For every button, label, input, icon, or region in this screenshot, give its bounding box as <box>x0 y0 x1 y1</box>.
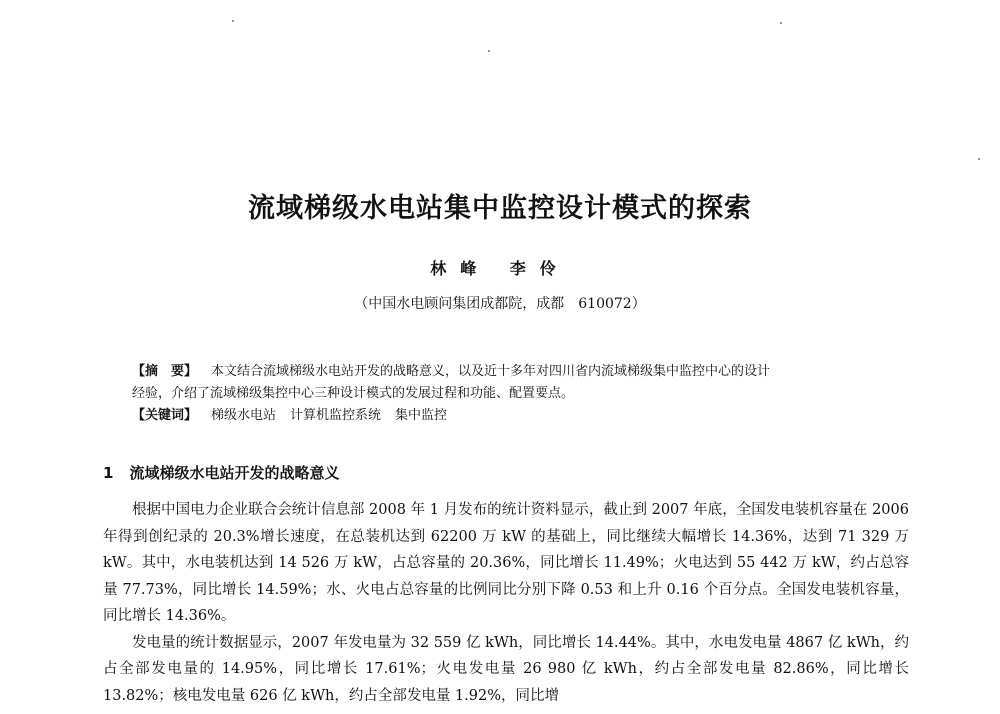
scan-speck <box>488 50 490 52</box>
section-title: 流域梯级水电站开发的战略意义 <box>129 464 340 482</box>
abstract-line-1 <box>132 361 882 383</box>
keyword: 集中监控 <box>395 408 448 423</box>
scan-speck <box>232 20 234 22</box>
body-paragraph: 发电量的统计数据显示，2007 年发电量为 32 559 亿 kWh，同比增长 14.44%。其中，水电发电量 4867 亿 kWh，约占全部发电量的 14.95%，同比增长 17.61%；火电发电量 26 980 亿 kWh，约占全部发电量 82.86%，同比增长 13.82%；核电发电量 626 亿 kWh，约占全部发电量 1.92%，同比增 <box>103 634 909 704</box>
keywords-label: 【关键词】 <box>132 408 198 423</box>
abstract-block <box>132 361 882 427</box>
author-affiliation: （中国水电顾问集团成都院，成都 610072） <box>354 296 646 312</box>
abstract-label: 【摘 要】 <box>132 364 198 379</box>
paper-title: 流域梯级水电站集中监控设计模式的探索 <box>248 193 752 224</box>
keywords-line <box>132 405 882 427</box>
keyword: 计算机监控系统 <box>290 408 382 423</box>
scan-speck <box>780 22 782 24</box>
section-number: 1 <box>103 464 114 482</box>
body-text <box>103 497 909 709</box>
abstract-text-line-2: 经验，介绍了流域梯级集控中心三种设计模式的发展过程和功能、配置要点。 <box>132 386 575 401</box>
paper-authors: 林峰 李伶 <box>430 259 570 278</box>
keyword: 梯级水电站 <box>211 408 277 423</box>
abstract-text-line-1: 本文结合流域梯级水电站开发的战略意义，以及近十多年对四川省内流域梯级集中监控中心的设计 <box>211 364 771 379</box>
abstract-line-2 <box>132 383 882 405</box>
scan-speck <box>978 158 980 160</box>
body-paragraph: 根据中国电力企业联合会统计信息部 2008 年 1 月发布的统计资料显示，截止到 2007 年底，全国发电装机容量在 2006 年得到创纪录的 20.3%增长速度，在总装机达到 62200 万 kW 的基础上，同比继续大幅增长 14.36%，达到 71 329 万 kW。其中，水电装机达到 14 526 万 kW，占总容量的 20.36%，同比增长 11.49%；火电达到 55 442 万 kW，约占总容量 77.73%，同比增长 14.59%；水、火电占总容量的比例同比分别下降 0.53 和上升 0.16 个百分点。全国发电装机容量，同比增长 14.36%。 <box>103 502 909 624</box>
section-heading <box>103 462 339 483</box>
